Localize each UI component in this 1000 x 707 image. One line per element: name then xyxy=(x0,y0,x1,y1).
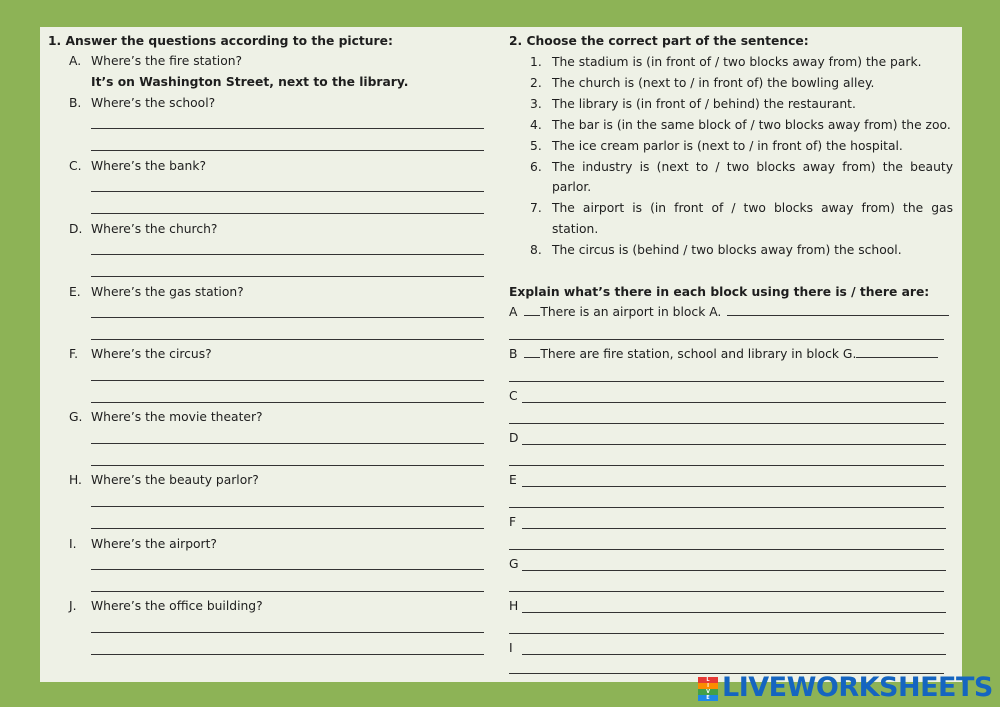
word: airport xyxy=(582,201,625,215)
block-line-d1[interactable] xyxy=(522,444,946,445)
word: away xyxy=(821,201,854,215)
block-line-h1[interactable] xyxy=(522,612,946,613)
answer-line-g2[interactable] xyxy=(91,465,484,466)
word: (next xyxy=(656,160,689,174)
block-line-a2[interactable] xyxy=(509,339,944,340)
item-text-6-line1[interactable] xyxy=(552,159,953,175)
item-num-7: 7. xyxy=(530,201,542,215)
q-text-a: Where’s the fire station? xyxy=(91,54,243,68)
blank-short xyxy=(524,315,540,316)
answer-line-e2[interactable] xyxy=(91,339,484,340)
block-line-c2[interactable] xyxy=(509,423,944,424)
block-line-g1[interactable] xyxy=(522,570,946,571)
q-text-f: Where’s the circus? xyxy=(91,347,212,361)
word: gas xyxy=(931,201,953,215)
word: the xyxy=(903,201,924,215)
q-letter-a: A. xyxy=(69,54,82,68)
word: is xyxy=(639,160,650,174)
block-answer-a[interactable]: There is an airport in block A. xyxy=(540,305,722,319)
q-letter-e: E. xyxy=(69,285,81,299)
answer-line-h1[interactable] xyxy=(91,506,484,507)
logo-letter-l: L xyxy=(698,677,718,683)
block-line-e1[interactable] xyxy=(522,486,946,487)
logo-letter-v: V xyxy=(698,689,718,695)
item-text-1[interactable]: The stadium is (in front of / two blocks away from) the park. xyxy=(552,55,922,69)
item-text-7-line2[interactable]: station. xyxy=(552,222,599,236)
answer-line-i2[interactable] xyxy=(91,591,484,592)
answer-line-f1[interactable] xyxy=(91,380,484,381)
block-letter-g: G xyxy=(509,557,519,571)
q-text-i: Where’s the airport? xyxy=(91,537,217,551)
word: to xyxy=(695,160,709,174)
q-answer-a: It’s on Washington Street, next to the library. xyxy=(91,75,409,89)
word: / xyxy=(715,160,720,174)
block-line-e2[interactable] xyxy=(509,507,944,508)
blank-long xyxy=(727,315,949,316)
answer-line-h2[interactable] xyxy=(91,528,484,529)
liveworksheets-logo-text[interactable]: LIVEWORKSHEETS xyxy=(722,672,993,703)
answer-line-i1[interactable] xyxy=(91,569,484,570)
word: two xyxy=(743,201,766,215)
item-text-4[interactable]: The bar is (in the same block of / two blocks away from) the zoo. xyxy=(552,118,951,132)
q-letter-j: J. xyxy=(69,599,77,613)
word: from) xyxy=(861,201,895,215)
answer-line-d2[interactable] xyxy=(91,276,484,277)
q-text-h: Where’s the beauty parlor? xyxy=(91,473,259,487)
block-line-g2[interactable] xyxy=(509,591,944,592)
blank-short xyxy=(524,357,540,358)
word: / xyxy=(731,201,736,215)
word: the xyxy=(882,160,903,174)
answer-line-b2[interactable] xyxy=(91,150,484,151)
word: The xyxy=(552,201,575,215)
q-text-d: Where’s the church? xyxy=(91,222,218,236)
word: away xyxy=(802,160,835,174)
answer-line-c2[interactable] xyxy=(91,213,484,214)
item-text-2[interactable]: The church is (next to / in front of) the bowling alley. xyxy=(552,76,875,90)
item-text-3[interactable]: The library is (in front of / behind) the restaurant. xyxy=(552,97,856,111)
word: front xyxy=(674,201,704,215)
q-text-g: Where’s the movie theater? xyxy=(91,410,263,424)
word: The xyxy=(552,160,575,174)
item-text-5[interactable]: The ice cream parlor is (next to / in front of) the hospital. xyxy=(552,139,903,153)
q-text-c: Where’s the bank? xyxy=(91,159,206,173)
blank-long xyxy=(856,357,938,358)
q-letter-d: D. xyxy=(69,222,83,236)
q-letter-c: C. xyxy=(69,159,82,173)
block-letter-d: D xyxy=(509,431,519,445)
item-text-6-line2[interactable]: parlor. xyxy=(552,180,592,194)
block-letter-i: I xyxy=(509,641,513,655)
answer-line-d1[interactable] xyxy=(91,254,484,255)
block-row-b xyxy=(509,346,938,362)
word: of xyxy=(711,201,724,215)
q-letter-f: F. xyxy=(69,347,79,361)
q-text-b: Where’s the school? xyxy=(91,96,216,110)
q-letter-h: H. xyxy=(69,473,82,487)
q-text-j: Where’s the office building? xyxy=(91,599,263,613)
answer-line-c1[interactable] xyxy=(91,191,484,192)
section2-heading: 2. Choose the correct part of the sentence: xyxy=(509,34,809,48)
item-num-1: 1. xyxy=(530,55,542,69)
answer-line-j2[interactable] xyxy=(91,654,484,655)
block-letter-h: H xyxy=(509,599,519,613)
q-letter-g: G. xyxy=(69,410,83,424)
answer-line-g1[interactable] xyxy=(91,443,484,444)
block-line-i1[interactable] xyxy=(522,654,946,655)
item-num-4: 4. xyxy=(530,118,542,132)
item-num-6: 6. xyxy=(530,160,542,174)
item-text-7-line1[interactable] xyxy=(552,200,953,216)
word: industry xyxy=(582,160,633,174)
block-line-d2[interactable] xyxy=(509,465,944,466)
block-row-a xyxy=(509,304,949,320)
item-num-2: 2. xyxy=(530,76,542,90)
section1-heading: 1. Answer the questions according to the picture: xyxy=(48,34,393,48)
answer-line-f2[interactable] xyxy=(91,402,484,403)
answer-line-j1[interactable] xyxy=(91,632,484,633)
answer-line-b1[interactable] xyxy=(91,128,484,129)
block-answer-b[interactable]: There are fire station, school and library in block G. xyxy=(540,347,857,361)
block-letter-e: E xyxy=(509,473,517,487)
block-letter-c: C xyxy=(509,389,518,403)
block-letter-f: F xyxy=(509,515,517,529)
answer-line-e1[interactable] xyxy=(91,317,484,318)
word: is xyxy=(632,201,643,215)
section3-heading: Explain what’s there in each block using there is / there are: xyxy=(509,285,930,299)
block-letter-a: A xyxy=(509,305,518,319)
block-line-f1[interactable] xyxy=(522,528,946,529)
word: from) xyxy=(842,160,876,174)
word: blocks xyxy=(756,160,796,174)
word: beauty xyxy=(910,160,953,174)
item-num-3: 3. xyxy=(530,97,542,111)
word: two xyxy=(726,160,750,174)
item-num-8: 8. xyxy=(530,243,542,257)
logo-letter-i: I xyxy=(698,683,718,689)
item-text-8[interactable]: The circus is (behind / two blocks away from) the school. xyxy=(552,243,902,257)
block-line-c1[interactable] xyxy=(522,402,946,403)
item-num-5: 5. xyxy=(530,139,542,153)
word: (in xyxy=(650,201,667,215)
block-line-f2[interactable] xyxy=(509,549,944,550)
block-line-h2[interactable] xyxy=(509,633,944,634)
q-text-e: Where’s the gas station? xyxy=(91,285,244,299)
logo-letter-e: E xyxy=(698,695,718,701)
block-line-b2[interactable] xyxy=(509,381,944,382)
block-letter-b: B xyxy=(509,347,518,361)
q-letter-b: B. xyxy=(69,96,82,110)
liveworksheets-logo-icon xyxy=(698,677,718,701)
word: blocks xyxy=(774,201,814,215)
q-letter-i: I. xyxy=(69,537,77,551)
